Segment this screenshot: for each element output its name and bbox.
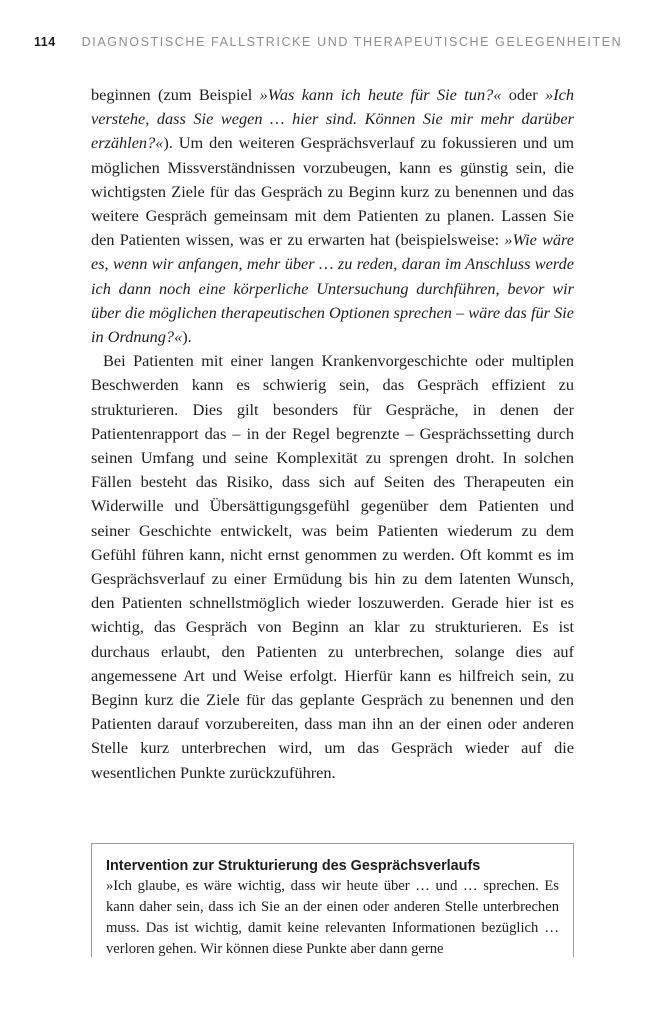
paragraph-1-text-b: oder — [501, 85, 546, 104]
body-text — [91, 83, 574, 785]
intervention-box-text: »Ich glaube, es wäre wichtig, dass wir heute über … und … sprechen. Es kann daher sein, dass ich Sie an der einen oder anderen Stelle unterbrechen muss. Das ist wichtig, damit keine relevanten Informationen bezüglich … verloren gehen. Wir können diese Punkte aber dann gerne — [106, 878, 559, 957]
quote-2: »Ich verstehe, dass Sie wegen … hier sind. Können Sie mir mehr darüber erzählen?« — [91, 85, 574, 153]
paragraph-1-text-a: beginnen (zum Beispiel — [91, 85, 260, 104]
paragraph-1-text-d: ). — [182, 327, 192, 347]
quote-3: »Wie wäre es, wenn wir anfangen, mehr über … zu reden, daran im Anschluss werde ich dann noch eine körperliche Untersuchung durchführen, bevor wir über die möglichen therapeutischen Optionen sprechen – wäre das für Sie in Ordnung?« — [91, 230, 574, 347]
running-head — [34, 35, 623, 49]
paragraph-1-text-c: ). Um den weiteren Gesprächsverlauf zu fokussieren und um möglichen Missverständnissen vorzubeugen, kann es günstig sein, die wichtigsten Ziele für das Gespräch zu Beginn kurz zu benennen und das weitere Gespräch gemeinsam mit dem Patienten zu planen. Lassen Sie den Patienten wissen, was er zu erwarten hat (beispielsweise: — [91, 133, 574, 250]
quote-1: »Was kann ich heute für Sie tun?« — [259, 85, 502, 104]
page-number: 114 — [34, 35, 56, 49]
running-title: DIAGNOSTISCHE FALLSTRICKE UND THERAPEUTISCHE GELEGENHEITEN — [81, 35, 623, 49]
paragraph-1 — [91, 83, 574, 349]
paragraph-2: Bei Patienten mit einer langen Krankenvorgeschichte oder multiplen Beschwerden kann es schwierig sein, das Gespräch effizient zu strukturieren. Dies gilt besonders für Gespräche, in denen der Patientenrapport das – in der Regel begrenzte – Gesprächssetting durch seinen Umfang und seine Komplexität zu sprengen droht. In solchen Fällen besteht das Risiko, dass sich auf Seiten des Therapeuten ein Widerwille und Übersättigungsgefühl gegenüber dem Patienten und seiner Geschichte entwickelt, was beim Patienten wiederum zu dem Gefühl führen kann, nicht ernst genommen zu werden. Oft kommt es im Gesprächsverlauf zu einer Ermüdung bis hin zu dem latenten Wunsch, den Patienten schnellstmöglich wieder loszuwerden. Gerade hier ist es wichtig, das Gespräch von Beginn an klar zu strukturieren. Es ist durchaus erlaubt, den Patienten zu unterbrechen, solange dies auf angemessene Art und Weise erfolgt. Hierfür kann es hilfreich sein, zu Beginn kurz die Ziele für das geplante Gespräch zu benennen und den Patienten darauf vorzubereiten, dass man ihn an der einen oder anderen Stelle kurz unterbrechen wird, um das Gespräch wieder auf die wesentlichen Punkte zurückzuführen. — [91, 351, 574, 782]
intervention-box-title: Intervention zur Strukturierung des Gesprächsverlaufs — [106, 858, 481, 874]
intervention-box — [91, 843, 574, 957]
